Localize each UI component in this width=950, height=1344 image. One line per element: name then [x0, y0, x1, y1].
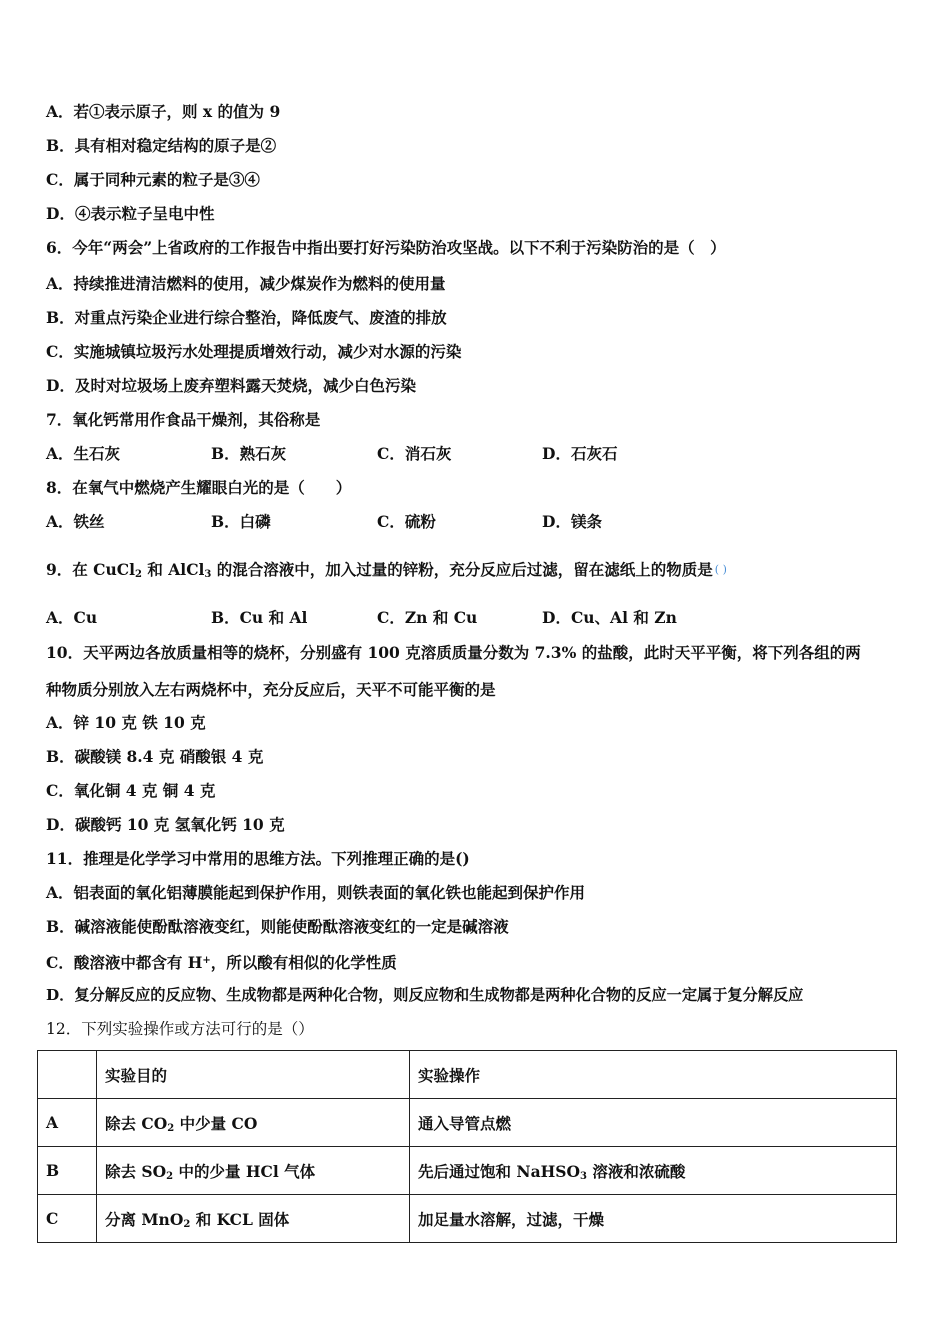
q7-option-a: A．生石灰	[46, 444, 121, 463]
q10-stem-line1: 10．天平两边各放质量相等的烧杯，分别盛有 100 克溶质质量分数为 7.3% 的盐酸，此时天平平衡，将下列各组的两	[46, 643, 861, 662]
q9-sub-2: 3	[204, 569, 212, 580]
q11-option-c-prefix: C．酸溶液中都含有 H	[46, 953, 203, 972]
q8-option-b: B．白磷	[211, 512, 271, 531]
q9-stem	[46, 560, 727, 585]
q10-stem-line2: 种物质分别放入左右两烧杯中，充分反应后，天平不可能平衡的是	[46, 680, 496, 699]
table-row	[38, 1195, 897, 1243]
purpose-sub: 2	[167, 1122, 175, 1134]
q11-option-c-suffix: ，所以酸有相似的化学性质	[210, 953, 397, 972]
row-purpose	[97, 1195, 410, 1243]
purpose-pre: 除去 SO	[105, 1161, 167, 1181]
q9-option-c: C．Zn 和 Cu	[377, 608, 478, 627]
table-row	[38, 1099, 897, 1147]
q5-option-c: C．属于同种元素的粒子是③④	[46, 170, 260, 189]
q9-option-a: A．Cu	[46, 608, 98, 627]
q8-option-c: C．硫粉	[377, 512, 436, 531]
q10-option-b: B．碳酸镁 8.4 克 硝酸银 4 克	[46, 747, 264, 766]
q9-option-b: B．Cu 和 Al	[211, 608, 308, 627]
row-operation	[410, 1147, 897, 1195]
experiment-table	[37, 1050, 897, 1243]
q11-stem: 11．推理是化学学习中常用的思维方法。下列推理正确的是()	[46, 849, 470, 868]
row-label: A	[38, 1099, 97, 1147]
table-row	[38, 1147, 897, 1195]
q11-option-a: A．铝表面的氧化铝薄膜能起到保护作用，则铁表面的氧化铁也能起到保护作用	[46, 883, 586, 902]
q7-option-c: C．消石灰	[377, 444, 452, 463]
q7-option-d: D．石灰石	[542, 444, 618, 463]
purpose-sub: 2	[166, 1170, 174, 1182]
q5-option-a: A．若①表示原子，则 x 的值为 9	[46, 102, 281, 121]
q5-option-d: D．④表示粒子呈电中性	[46, 204, 215, 223]
q11-option-b: B．碱溶液能使酚酞溶液变红，则能使酚酞溶液变红的一定是碱溶液	[46, 917, 509, 936]
row-label: C	[38, 1195, 97, 1243]
q8-stem: 8．在氧气中燃烧产生耀眼白光的是（ ）	[46, 478, 352, 497]
q5-option-b: B．具有相对稳定结构的原子是②	[46, 136, 277, 155]
purpose-post: 和 KCL 固体	[190, 1209, 290, 1229]
row-operation: 通入导管点燃	[410, 1099, 897, 1147]
q9-stem-prefix: 9．在 CuCl	[46, 560, 136, 579]
q9-stem-suffix: 的混合溶液中，加入过量的锌粉，充分反应后过滤，留在滤纸上的物质是	[211, 560, 713, 579]
q6-option-c: C．实施城镇垃圾污水处理提质增效行动，减少对水源的污染	[46, 342, 462, 361]
q9-option-d: D．Cu、Al 和 Zn	[542, 608, 677, 627]
q8-option-a: A．铁丝	[46, 512, 105, 531]
purpose-sub: 2	[183, 1218, 191, 1230]
q7-option-b: B．熟石灰	[211, 444, 287, 463]
row-purpose	[97, 1147, 410, 1195]
row-label: B	[38, 1147, 97, 1195]
header-cell-purpose: 实验目的	[97, 1051, 410, 1099]
purpose-pre: 分离 MnO	[105, 1209, 184, 1229]
q9-sub-1: 2	[135, 569, 142, 580]
header-cell-operation: 实验操作	[410, 1051, 897, 1099]
row-purpose	[97, 1099, 410, 1147]
operation-sub: 3	[579, 1170, 587, 1182]
q7-stem: 7．氧化钙常用作食品干燥剂，其俗称是	[46, 410, 321, 429]
operation-pre: 先后通过饱和 NaHSO	[418, 1161, 580, 1181]
q8-option-d: D．镁条	[542, 512, 602, 531]
purpose-pre: 除去 CO	[105, 1113, 168, 1133]
operation-post: 溶液和浓硫酸	[586, 1161, 686, 1181]
table-header-row	[38, 1051, 897, 1099]
q6-stem: 6．今年“两会”上省政府的工作报告中指出要打好污染防治攻坚战。以下不利于污染防治的是（ ）	[46, 238, 726, 257]
purpose-post: 中少量 CO	[174, 1113, 258, 1133]
q6-option-a: A．持续推进清洁燃料的使用，减少煤炭作为燃料的使用量	[46, 274, 446, 293]
q10-option-c: C．氧化铜 4 克 铜 4 克	[46, 781, 216, 800]
q6-option-b: B．对重点污染企业进行综合整治，降低废气、废渣的排放	[46, 308, 447, 327]
q12-stem: 12．下列实验操作或方法可行的是（）	[46, 1020, 314, 1038]
q9-stem-mid: 和 AlCl	[141, 560, 205, 579]
q9-answer-bracket: ( )	[714, 563, 727, 576]
q11-option-c	[46, 951, 397, 973]
q11-option-c-sup: +	[202, 955, 211, 966]
row-operation: 加足量水溶解，过滤，干燥	[410, 1195, 897, 1243]
q10-option-a: A．锌 10 克 铁 10 克	[46, 713, 206, 732]
q11-option-d: D．复分解反应的反应物、生成物都是两种化合物，则反应物和生成物都是两种化合物的反应一定属于复分解反应	[46, 986, 804, 1004]
purpose-post: 中的少量 HCl 气体	[173, 1161, 316, 1181]
q6-option-d: D．及时对垃圾场上废弃塑料露天焚烧，减少白色污染	[46, 376, 416, 395]
q10-option-d: D．碳酸钙 10 克 氢氧化钙 10 克	[46, 815, 285, 834]
header-cell-label	[38, 1051, 97, 1099]
